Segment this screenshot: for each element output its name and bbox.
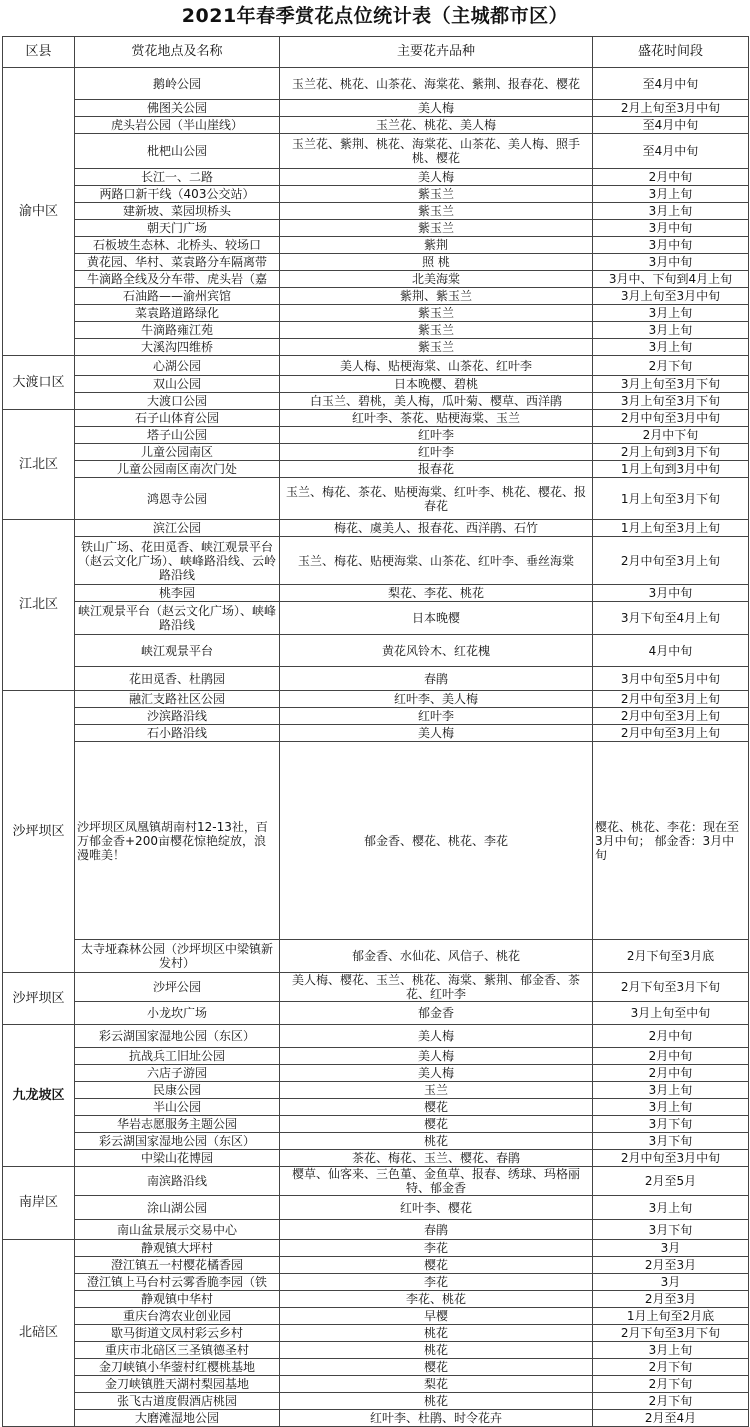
flowers-cell: 美人梅、贴梗海棠、山茶花、红叶李 [280,356,593,376]
time-cell: 2月至3月 [593,1291,749,1308]
place-cell: 峡江观景平台 [75,635,280,667]
table-body [3,68,749,1427]
time-cell: 2月下旬 [593,1359,749,1376]
header-flowers: 主要花卉品种 [280,37,593,68]
district-cell: 北碚区 [3,1240,75,1427]
flowers-cell: 李花 [280,1240,593,1257]
place-cell: 沙滨路沿线 [75,708,280,725]
time-cell: 3月上旬至3月下旬 [593,376,749,393]
table-row [3,1048,749,1065]
time-cell: 2月至3月 [593,1257,749,1274]
flowers-cell: 茶花、梅花、玉兰、樱花、春鹃 [280,1150,593,1167]
table-row [3,725,749,742]
table-row [3,1099,749,1116]
time-cell: 2月中旬至3月上旬 [593,537,749,585]
time-cell: 2月中旬 [593,169,749,186]
table-row [3,1002,749,1025]
place-cell: 枇杷山公园 [75,134,280,169]
table-row [3,1025,749,1048]
place-cell: 心湖公园 [75,356,280,376]
place-cell: 重庆市北碚区三圣镇德圣村 [75,1342,280,1359]
table-row [3,322,749,339]
flowers-cell: 紫荆 [280,237,593,254]
flowers-cell: 美人梅、樱花、玉兰、桃花、海棠、紫荆、郁金香、茶花、红叶李 [280,973,593,1002]
place-cell: 铁山广场、花田觅香、峡江观景平台（赵云文化广场）、峡峰路沿线、云岭路沿线 [75,537,280,585]
table-row [3,461,749,478]
table-row [3,117,749,134]
time-cell: 2月中旬至3月上旬 [593,691,749,708]
flowers-cell: 桃花 [280,1393,593,1410]
time-cell: 至4月中旬 [593,134,749,169]
place-cell: 鹅岭公园 [75,68,280,100]
table-row [3,1220,749,1240]
time-cell: 3月 [593,1240,749,1257]
flowers-cell: 春鹃 [280,667,593,691]
table-row [3,1274,749,1291]
table-row [3,220,749,237]
place-cell: 牛滴路全线及分车带、虎头岩（嘉 [75,271,280,288]
place-cell: 塔子山公园 [75,427,280,444]
place-cell: 鸿恩寺公园 [75,478,280,520]
flowers-cell: 郁金香、水仙花、风信子、桃花 [280,940,593,973]
place-cell: 建新坡、菜园坝桥头 [75,203,280,220]
table-row [3,742,749,940]
table-row [3,1082,749,1099]
place-cell: 沙坪坝区凤凰镇胡南村12-13社，百万郁金香+200亩樱花惊艳绽放，浪漫唯美！ [75,742,280,940]
place-cell: 澄江镇五一村樱花橘香园 [75,1257,280,1274]
table-row [3,1393,749,1410]
table-row [3,635,749,667]
place-cell: 涂山湖公园 [75,1196,280,1220]
table-row [3,186,749,203]
time-cell: 3月下旬 [593,1220,749,1240]
place-cell: 大渡口公园 [75,393,280,410]
table-row [3,376,749,393]
flowers-cell: 玉兰、梅花、茶花、贴梗海棠、红叶李、桃花、樱花、报春花 [280,478,593,520]
flowers-cell: 报春花 [280,461,593,478]
flowers-cell: 李花 [280,1274,593,1291]
place-cell: 静观镇大坪村 [75,1240,280,1257]
header-district: 区县 [3,37,75,68]
flowers-cell: 郁金香、樱花、桃花、李花 [280,742,593,940]
place-cell: 中梁山花博园 [75,1150,280,1167]
time-cell: 2月中旬至3月中旬 [593,410,749,427]
flower-table [2,36,749,1427]
flowers-cell: 春鹃 [280,1220,593,1240]
flowers-cell: 玉兰花、紫荆、桃花、海棠花、山茶花、美人梅、照手桃、樱花 [280,134,593,169]
table-row [3,393,749,410]
time-cell: 1月上旬至3月上旬 [593,520,749,537]
table-row [3,134,749,169]
table-row [3,68,749,100]
table-row [3,288,749,305]
place-cell: 静观镇中华村 [75,1291,280,1308]
flowers-cell: 紫玉兰 [280,322,593,339]
flowers-cell: 白玉兰、碧桃，美人梅，瓜叶菊、樱草、西洋鹃 [280,393,593,410]
district-cell: 九龙坡区 [3,1025,75,1167]
time-cell: 2月下旬至3月下旬 [593,1325,749,1342]
flowers-cell: 紫玉兰 [280,305,593,322]
flowers-cell: 桃花 [280,1133,593,1150]
place-cell: 澄江镇上马台村云雾香脆李园（铁 [75,1274,280,1291]
time-cell: 3月上旬至中旬 [593,1002,749,1025]
place-cell: 沙坪公园 [75,973,280,1002]
table-row [3,100,749,117]
flowers-cell: 日本晚樱、碧桃 [280,376,593,393]
flowers-cell: 美人梅 [280,1048,593,1065]
place-cell: 长江一、二路 [75,169,280,186]
time-cell: 3月上旬 [593,1099,749,1116]
time-cell: 2月中旬至3月中旬 [593,1150,749,1167]
table-row [3,973,749,1002]
time-cell: 1月上旬至3月下旬 [593,478,749,520]
header-place: 赏花地点及名称 [75,37,280,68]
table-row [3,444,749,461]
place-cell: 六店子游园 [75,1065,280,1082]
page-title: 2021年春季赏花点位统计表（主城都市区） [181,5,569,27]
place-cell: 大溪沟四维桥 [75,339,280,356]
flowers-cell: 早樱 [280,1308,593,1325]
table-row [3,410,749,427]
district-cell: 沙坪坝区 [3,691,75,973]
time-cell: 3月中旬 [593,254,749,271]
flowers-cell: 美人梅 [280,100,593,117]
time-cell: 3月上旬至3月下旬 [593,393,749,410]
flowers-cell: 玉兰、梅花、贴梗海棠、山茶花、红叶李、垂丝海棠 [280,537,593,585]
flowers-cell: 红叶李 [280,708,593,725]
table-row [3,478,749,520]
flowers-cell: 樱花 [280,1099,593,1116]
district-cell: 南岸区 [3,1167,75,1240]
time-cell: 3月下旬至4月上旬 [593,602,749,635]
district-cell: 沙坪坝区 [3,973,75,1025]
place-cell: 半山公园 [75,1099,280,1116]
flowers-cell: 玉兰 [280,1082,593,1099]
place-cell: 歇马街道文凤村彩云乡村 [75,1325,280,1342]
district-cell: 大渡口区 [3,356,75,410]
flowers-cell: 樱花 [280,1257,593,1274]
time-cell: 2月中旬 [593,1025,749,1048]
table-row [3,339,749,356]
time-cell: 3月上旬 [593,203,749,220]
flowers-cell: 梨花、李花、桃花 [280,585,593,602]
place-cell: 金刀峡镇胜天湖村梨园基地 [75,1376,280,1393]
district-cell: 江北区 [3,410,75,520]
header-row [3,37,749,68]
place-cell: 融汇支路社区公园 [75,691,280,708]
place-cell: 牛滴路雍江苑 [75,322,280,339]
time-cell: 3月下旬 [593,1133,749,1150]
time-cell: 3月上旬 [593,186,749,203]
flowers-cell: 美人梅 [280,169,593,186]
flowers-cell: 美人梅 [280,725,593,742]
table-row [3,1376,749,1393]
flowers-cell: 红叶李 [280,444,593,461]
place-cell: 朝天门广场 [75,220,280,237]
time-cell: 3月中旬 [593,220,749,237]
place-cell: 桃李园 [75,585,280,602]
place-cell: 小龙坎广场 [75,1002,280,1025]
place-cell: 大磨滩湿地公园 [75,1410,280,1427]
time-cell: 1月上旬到3月中旬 [593,461,749,478]
flowers-cell: 郁金香 [280,1002,593,1025]
flowers-cell: 红叶李、樱花 [280,1196,593,1220]
time-cell: 3月上旬 [593,1342,749,1359]
time-cell: 3月上旬 [593,339,749,356]
table-row [3,520,749,537]
place-cell: 南山盆景展示交易中心 [75,1220,280,1240]
table-row [3,169,749,186]
place-cell: 花田觅香、杜鹃园 [75,667,280,691]
time-cell: 3月上旬 [593,1082,749,1099]
table-row [3,940,749,973]
time-cell: 2月下旬 [593,1376,749,1393]
flowers-cell: 樱草、仙客来、三色堇、金鱼草、报春、绣球、玛格丽特、郁金香 [280,1167,593,1196]
flowers-cell: 紫玉兰 [280,203,593,220]
table-row [3,667,749,691]
time-cell: 至4月中旬 [593,68,749,100]
place-cell: 石子山体育公园 [75,410,280,427]
table-row [3,1133,749,1150]
place-cell: 儿童公园南区 [75,444,280,461]
flowers-cell: 紫玉兰 [280,339,593,356]
place-cell: 重庆台湾农业创业园 [75,1308,280,1325]
time-cell: 1月上旬至2月底 [593,1308,749,1325]
place-cell: 双山公园 [75,376,280,393]
place-cell: 太寺垭森林公园（沙坪坝区中梁镇新发村） [75,940,280,973]
flowers-cell: 红叶李 [280,427,593,444]
flowers-cell: 红叶李、茶花、贴梗海棠、玉兰 [280,410,593,427]
table-row [3,427,749,444]
table-row [3,708,749,725]
table-row [3,305,749,322]
district-cell: 渝中区 [3,68,75,356]
time-cell: 2月中旬 [593,1065,749,1082]
flowers-cell: 桃花 [280,1325,593,1342]
flowers-cell: 紫荆、紫玉兰 [280,288,593,305]
table-row [3,537,749,585]
flowers-cell: 梅花、虞美人、报春花、西洋鹃、石竹 [280,520,593,537]
table-row [3,254,749,271]
table-row [3,237,749,254]
flowers-cell: 美人梅 [280,1025,593,1048]
time-cell: 至4月中旬 [593,117,749,134]
time-cell: 2月下旬至3月底 [593,940,749,973]
time-cell: 4月中旬 [593,635,749,667]
flowers-cell: 日本晚樱 [280,602,593,635]
flowers-cell: 桃花 [280,1342,593,1359]
time-cell: 3月下旬 [593,1116,749,1133]
place-cell: 佛图关公园 [75,100,280,117]
flowers-cell: 玉兰花、桃花、美人梅 [280,117,593,134]
table-row [3,271,749,288]
table-row [3,203,749,220]
place-cell: 华岩志愿服务主题公园 [75,1116,280,1133]
place-cell: 滨江公园 [75,520,280,537]
district-cell: 江北区 [3,520,75,691]
table-row [3,1240,749,1257]
flowers-cell: 美人梅 [280,1065,593,1082]
time-cell: 2月下旬至3月下旬 [593,973,749,1002]
flowers-cell: 紫玉兰 [280,186,593,203]
place-cell: 儿童公园南区南次门处 [75,461,280,478]
time-cell: 2月中旬至3月上旬 [593,725,749,742]
place-cell: 石小路沿线 [75,725,280,742]
place-cell: 峡江观景平台（赵云文化广场）、峡峰路沿线 [75,602,280,635]
time-cell: 3月中、下旬到4月上旬 [593,271,749,288]
table-row [3,1116,749,1133]
time-cell: 3月中旬 [593,585,749,602]
flowers-cell: 黄花风铃木、红花槐 [280,635,593,667]
table-row [3,1342,749,1359]
place-cell: 张飞古道度假酒店桃园 [75,1393,280,1410]
flowers-cell: 梨花 [280,1376,593,1393]
place-cell: 两路口新干线（403公交站） [75,186,280,203]
time-cell: 3月上旬至3月中旬 [593,288,749,305]
flowers-cell: 玉兰花、桃花、山茶花、海棠花、紫荆、报春花、樱花 [280,68,593,100]
flowers-cell: 紫玉兰 [280,220,593,237]
place-cell: 石板坡生态林、北桥头、较场口 [75,237,280,254]
place-cell: 虎头岩公园（半山崖线） [75,117,280,134]
flowers-cell: 北美海棠 [280,271,593,288]
place-cell: 彩云湖国家湿地公园（东区） [75,1025,280,1048]
time-cell: 3月上旬 [593,322,749,339]
place-cell: 彩云湖国家湿地公园（东区） [75,1133,280,1150]
table-row [3,356,749,376]
place-cell: 石油路——渝州宾馆 [75,288,280,305]
table-row [3,1257,749,1274]
table-row [3,1359,749,1376]
place-cell: 抗战兵工旧址公园 [75,1048,280,1065]
table-row [3,1196,749,1220]
place-cell: 民康公园 [75,1082,280,1099]
flowers-cell: 樱花 [280,1359,593,1376]
flowers-cell: 红叶李、美人梅 [280,691,593,708]
flowers-cell: 照 桃 [280,254,593,271]
time-cell: 3月中旬至5月中旬 [593,667,749,691]
time-cell: 2月下旬 [593,356,749,376]
place-cell: 金刀峡镇小华蓥村红樱桃基地 [75,1359,280,1376]
header-time: 盛花时间段 [593,37,749,68]
time-cell: 3月 [593,1274,749,1291]
table-row [3,691,749,708]
flowers-cell: 李花、桃花 [280,1291,593,1308]
table-row [3,1325,749,1342]
time-cell: 2月中下旬 [593,427,749,444]
time-cell: 3月上旬 [593,1196,749,1220]
table-row [3,585,749,602]
table-row [3,1150,749,1167]
time-cell: 2月上旬到3月下旬 [593,444,749,461]
time-cell: 2月至4月 [593,1410,749,1427]
flowers-cell: 樱花 [280,1116,593,1133]
time-cell: 2月上旬至3月中旬 [593,100,749,117]
place-cell: 南滨路沿线 [75,1167,280,1196]
time-cell: 3月中旬 [593,237,749,254]
time-cell: 2月下旬 [593,1393,749,1410]
flowers-cell: 红叶李、杜鹃、时令花卉 [280,1410,593,1427]
table-row [3,602,749,635]
time-cell: 2月中旬 [593,1048,749,1065]
time-cell: 樱花、桃花、李花：现在至3月中旬； 郁金香：3月中旬 [593,742,749,940]
table-row [3,1291,749,1308]
table-row [3,1167,749,1196]
place-cell: 菜袁路道路绿化 [75,305,280,322]
time-cell: 3月上旬 [593,305,749,322]
time-cell: 2月中旬至3月上旬 [593,708,749,725]
place-cell: 黄花园、华村、菜袁路分车隔离带 [75,254,280,271]
table-row [3,1308,749,1325]
table-row [3,1065,749,1082]
time-cell: 2月至5月 [593,1167,749,1196]
